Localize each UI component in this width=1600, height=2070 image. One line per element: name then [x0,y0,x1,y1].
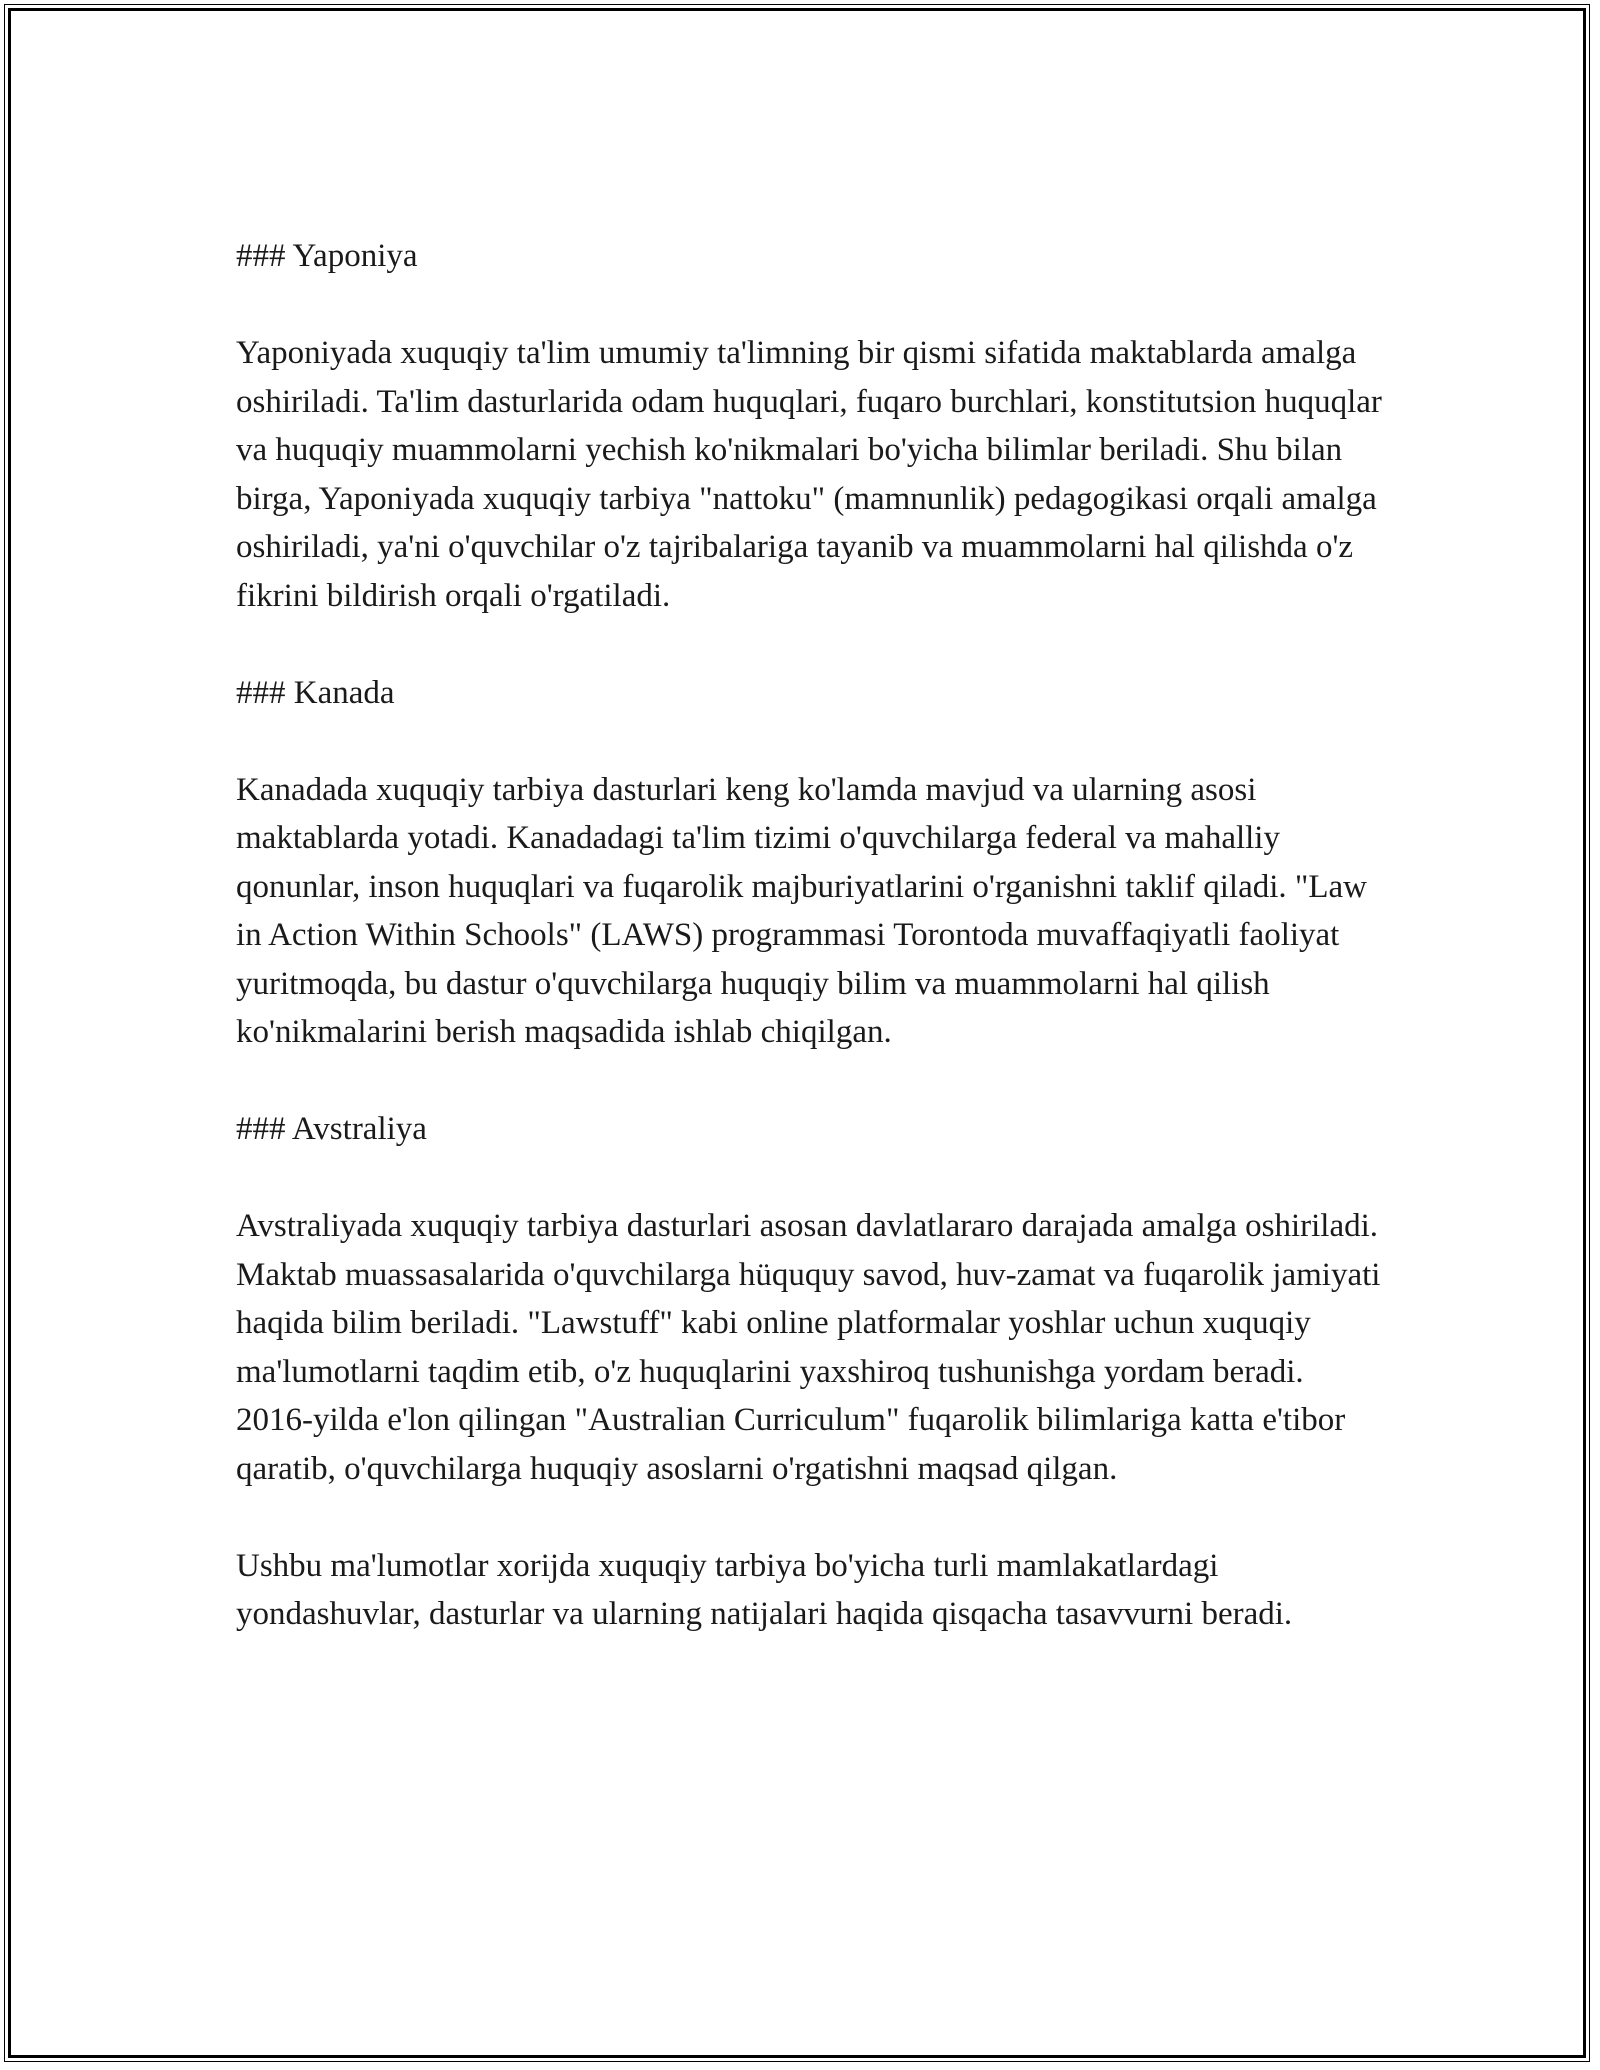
section-paragraph: Kanadada xuquqiy tarbiya dasturlari keng ko'lamda mavjud va ularning asosi maktablarda yotadi. Kanadadagi ta'lim tizimi o'quvchilarga federal va mahalliy qonunlar, inson huquqlari va fuqarolik majburiyatlarini o'rganishni taklif qiladi. "Law in Action Within Schools" (LAWS) programmasi Torontoda muvaffaqiyatli faoliyat yuritmoqda, bu dastur o'quvchilarga huquqiy bilim va muammolarni hal qilish ko'nikmalarini berish maqsadida ishlab chiqilgan. [236,771,1367,1050]
section-australia [236,1105,1386,1493]
section-heading: ### Yaponiya [236,238,418,274]
document-body [236,232,1386,1687]
section-paragraph: Avstraliyada xuquqiy tarbiya dasturlari asosan davlatlararo darajada amalga oshiriladi. Maktab muassasalarida o'quvchilarga hüququy savod, huv-zamat va fuqarolik jamiyati haqida bilim beriladi. "Lawstuff" kabi online platformalar yoshlar uchun xuquqiy ma'lumotlarni taqdim etib, o'z huquqlarini yaxshiroq tushunishga yordam beradi. 2016-yilda e'lon qilingan "Australian Curriculum" fuqarolik bilimlariga katta e'tibor qaratib, o'quvchilarga huquqiy asoslarni o'rgatishni maqsad qilgan. [236,1208,1381,1487]
section-japan [236,232,1386,620]
section-canada [236,669,1386,1057]
section-paragraph: Yaponiyada xuquqiy ta'lim umumiy ta'limning bir qismi sifatida maktablarda amalga oshiriladi. Ta'lim dasturlarida odam huquqlari, fuqaro burchlari, konstitutsion huquqlar va huquqiy muammolarni yechish ko'nikmalari bo'yicha bilimlar beriladi. Shu bilan birga, Yaponiyada xuquqiy tarbiya "nattoku" (mamnunlik) pedagogikasi orqali amalga oshiriladi, ya'ni o'quvchilar o'z tajribalariga tayanib va muammolarni hal qilishda o'z fikrini bildirish orqali o'rgatiladi. [236,335,1382,614]
conclusion-paragraph: Ushbu ma'lumotlar xorijda xuquqiy tarbiya bo'yicha turli mamlakatlardagi yondashuvlar, dasturlar va ularning natijalari haqida qisqacha tasavvurni beradi. [236,1547,1293,1632]
section-heading: ### Avstraliya [236,1111,427,1147]
section-heading: ### Kanada [236,674,395,711]
